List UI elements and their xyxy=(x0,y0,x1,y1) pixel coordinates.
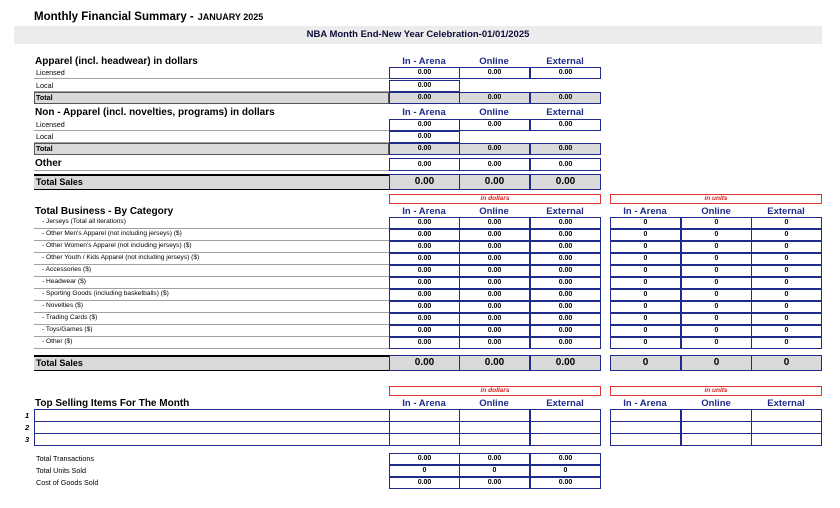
apparel-col-2: External xyxy=(546,56,584,67)
apparel-row-line xyxy=(34,78,389,79)
category-dollar-cell[interactable]: 0.00 xyxy=(389,229,460,241)
non-apparel-col-0: In - Arena xyxy=(402,107,446,118)
category-dollar-cell[interactable]: 0.00 xyxy=(459,301,530,313)
category-row-label: - Other ($) xyxy=(42,338,73,345)
category-dollar-cell[interactable]: 0.00 xyxy=(389,337,460,349)
category-unit-cell[interactable]: 0 xyxy=(751,325,822,337)
top-item-number: 3 xyxy=(25,435,30,444)
summary-value-cell[interactable]: 0.00 xyxy=(389,453,460,465)
category-dollar-cell[interactable]: 0.00 xyxy=(530,217,601,229)
category-heading: Total Business - By Category xyxy=(35,206,174,217)
non-apparel-heading: Non - Apparel (incl. novelties, programs) in dollars xyxy=(35,107,275,118)
category-unit-cell[interactable]: 0 xyxy=(610,277,681,289)
category-dollar-cell[interactable]: 0.00 xyxy=(459,325,530,337)
apparel-total-bar xyxy=(34,92,389,104)
apparel-col-1: Online xyxy=(479,56,509,67)
category-unit-cell[interactable]: 0 xyxy=(610,217,681,229)
top-dollars-col-2: External xyxy=(546,398,584,409)
category-dollar-cell[interactable]: 0.00 xyxy=(530,241,601,253)
category-dollar-cell[interactable]: 0.00 xyxy=(459,313,530,325)
non-apparel-col-1: Online xyxy=(479,107,509,118)
total-sales-cell[interactable]: 0.00 xyxy=(459,174,530,190)
top-item-unit-cell[interactable] xyxy=(751,433,822,446)
category-dollar-cell[interactable]: 0.00 xyxy=(530,229,601,241)
category-unit-cell[interactable]: 0 xyxy=(681,217,752,229)
category-unit-cell[interactable]: 0 xyxy=(751,217,822,229)
apparel-value-cell[interactable]: 0.00 xyxy=(459,67,530,79)
category-dollar-cell[interactable]: 0.00 xyxy=(459,265,530,277)
category-total-unit-cell[interactable]: 0 xyxy=(681,355,752,371)
category-row-label: - Jerseys (Total all iterations) xyxy=(42,218,126,225)
category-total-dollar-cell[interactable]: 0.00 xyxy=(459,355,530,371)
non-apparel-value-cell[interactable]: 0.00 xyxy=(530,119,601,131)
category-row-label: - Other Women's Apparel (not including jerseys) ($) xyxy=(42,242,192,249)
non-apparel-value-cell[interactable]: 0.00 xyxy=(389,119,460,131)
non-apparel-row-label: Total xyxy=(36,144,53,153)
top-item-dollar-cell[interactable] xyxy=(389,433,460,446)
category-dollar-cell[interactable]: 0.00 xyxy=(459,229,530,241)
category-dollar-cell[interactable]: 0.00 xyxy=(530,253,601,265)
apparel-row-label: Licensed xyxy=(36,68,65,77)
non-apparel-row-label: Local xyxy=(36,132,54,141)
summary-value-cell[interactable]: 0.00 xyxy=(459,453,530,465)
non-apparel-row-label: Licensed xyxy=(36,120,65,129)
category-row-line xyxy=(34,336,389,337)
category-row-label: - Headwear ($) xyxy=(42,278,86,285)
non-apparel-value-cell[interactable]: 0.00 xyxy=(459,143,530,155)
category-unit-cell[interactable]: 0 xyxy=(610,301,681,313)
category-dollar-cell[interactable]: 0.00 xyxy=(389,277,460,289)
page-title xyxy=(34,11,263,23)
non-apparel-col-2: External xyxy=(546,107,584,118)
summary-value-cell[interactable]: 0.00 xyxy=(389,477,460,489)
category-units-col-1: Online xyxy=(701,206,731,217)
top-item-name-cell[interactable] xyxy=(34,433,390,446)
in-units-label: in units xyxy=(610,194,822,204)
category-unit-cell[interactable]: 0 xyxy=(681,289,752,301)
category-dollar-cell[interactable]: 0.00 xyxy=(389,217,460,229)
non-apparel-value-cell[interactable]: 0.00 xyxy=(389,143,460,155)
category-unit-cell[interactable]: 0 xyxy=(681,241,752,253)
category-unit-cell[interactable]: 0 xyxy=(751,265,822,277)
summary-row-label: Total Transactions xyxy=(36,454,94,463)
total-sales-bar: Total Sales xyxy=(34,174,389,190)
top-item-dollar-cell[interactable] xyxy=(459,433,530,446)
category-dollar-cell[interactable]: 0.00 xyxy=(459,253,530,265)
non-apparel-value-cell[interactable]: 0.00 xyxy=(389,131,460,143)
report-month: JANUARY 2025 xyxy=(197,12,264,22)
top-item-number: 2 xyxy=(25,423,30,432)
category-unit-cell[interactable]: 0 xyxy=(681,277,752,289)
category-unit-cell[interactable]: 0 xyxy=(681,265,752,277)
category-unit-cell[interactable]: 0 xyxy=(610,229,681,241)
other-value-cell[interactable]: 0.00 xyxy=(530,158,601,171)
top-selling-heading: Top Selling Items For The Month xyxy=(35,398,190,409)
apparel-heading: Apparel (incl. headwear) in dollars xyxy=(35,56,198,67)
category-total-sales-bar: Total Sales xyxy=(34,355,389,371)
top-dollars-col-1: Online xyxy=(479,398,509,409)
event-title: NBA Month End-New Year Celebration-01/01/2025 xyxy=(306,29,530,40)
category-unit-cell[interactable]: 0 xyxy=(751,253,822,265)
category-dollar-cell[interactable]: 0.00 xyxy=(530,337,601,349)
category-row-line xyxy=(34,300,389,301)
category-row-line xyxy=(34,228,389,229)
category-dollar-cell[interactable]: 0.00 xyxy=(389,241,460,253)
category-dollar-cell[interactable]: 0.00 xyxy=(459,289,530,301)
category-row-line xyxy=(34,288,389,289)
apparel-value-cell[interactable]: 0.00 xyxy=(389,92,460,104)
apparel-value-cell[interactable]: 0.00 xyxy=(389,67,460,79)
category-unit-cell[interactable]: 0 xyxy=(681,325,752,337)
non-apparel-row-line xyxy=(34,130,389,131)
summary-value-cell[interactable]: 0.00 xyxy=(530,453,601,465)
top-item-unit-cell[interactable] xyxy=(610,433,681,446)
category-units-col-0: In - Arena xyxy=(623,206,667,217)
other-value-cell[interactable]: 0.00 xyxy=(459,158,530,171)
category-unit-cell[interactable]: 0 xyxy=(610,313,681,325)
category-row-label: - Novelties ($) xyxy=(42,302,84,309)
apparel-value-cell[interactable]: 0.00 xyxy=(459,92,530,104)
category-row-line xyxy=(34,240,389,241)
other-row-line xyxy=(34,170,389,171)
category-dollar-cell[interactable]: 0.00 xyxy=(389,313,460,325)
category-dollar-cell[interactable]: 0.00 xyxy=(459,217,530,229)
summary-value-cell[interactable]: 0 xyxy=(530,465,601,477)
apparel-value-cell[interactable]: 0.00 xyxy=(389,80,460,92)
category-unit-cell[interactable]: 0 xyxy=(610,265,681,277)
top-item-dollar-cell[interactable] xyxy=(530,433,601,446)
top-units-col-0: In - Arena xyxy=(623,398,667,409)
category-unit-cell[interactable]: 0 xyxy=(681,229,752,241)
top-dollars-col-0: In - Arena xyxy=(402,398,446,409)
category-unit-cell[interactable]: 0 xyxy=(751,313,822,325)
category-dollar-cell[interactable]: 0.00 xyxy=(530,301,601,313)
category-dollar-cell[interactable]: 0.00 xyxy=(459,277,530,289)
in-units-label-2: in units xyxy=(610,386,822,396)
category-row-line xyxy=(34,276,389,277)
top-units-col-2: External xyxy=(767,398,805,409)
category-unit-cell[interactable]: 0 xyxy=(610,253,681,265)
category-unit-cell[interactable]: 0 xyxy=(681,301,752,313)
category-row-line xyxy=(34,264,389,265)
category-unit-cell[interactable]: 0 xyxy=(751,241,822,253)
category-unit-cell[interactable]: 0 xyxy=(610,289,681,301)
category-dollars-col-2: External xyxy=(546,206,584,217)
summary-row-label: Cost of Goods Sold xyxy=(36,478,99,487)
top-item-number: 1 xyxy=(25,411,30,420)
summary-value-cell[interactable]: 0.00 xyxy=(530,477,601,489)
non-apparel-value-cell[interactable]: 0.00 xyxy=(459,119,530,131)
apparel-value-cell[interactable]: 0.00 xyxy=(530,92,601,104)
category-total-dollar-cell[interactable]: 0.00 xyxy=(530,355,601,371)
category-dollar-cell[interactable]: 0.00 xyxy=(530,277,601,289)
category-unit-cell[interactable]: 0 xyxy=(681,313,752,325)
category-dollar-cell[interactable]: 0.00 xyxy=(389,289,460,301)
in-dollars-label: in dollars xyxy=(389,194,601,204)
category-dollar-cell[interactable]: 0.00 xyxy=(530,265,601,277)
apparel-col-0: In - Arena xyxy=(402,56,446,67)
summary-value-cell[interactable]: 0 xyxy=(389,465,460,477)
category-dollar-cell[interactable]: 0.00 xyxy=(389,253,460,265)
category-units-col-2: External xyxy=(767,206,805,217)
top-units-col-1: Online xyxy=(701,398,731,409)
category-dollar-cell[interactable]: 0.00 xyxy=(530,313,601,325)
category-row-line xyxy=(34,312,389,313)
category-total-unit-cell[interactable]: 0 xyxy=(610,355,681,371)
summary-value-cell[interactable]: 0 xyxy=(459,465,530,477)
other-value-cell[interactable]: 0.00 xyxy=(389,158,460,171)
category-row-line xyxy=(34,348,389,349)
category-row-line xyxy=(34,252,389,253)
apparel-value-cell[interactable]: 0.00 xyxy=(530,67,601,79)
total-sales-cell[interactable]: 0.00 xyxy=(389,174,460,190)
category-unit-cell[interactable]: 0 xyxy=(681,337,752,349)
category-dollar-cell[interactable]: 0.00 xyxy=(459,241,530,253)
apparel-row-label: Local xyxy=(36,81,54,90)
category-unit-cell[interactable]: 0 xyxy=(610,325,681,337)
category-unit-cell[interactable]: 0 xyxy=(610,337,681,349)
category-row-label: - Other Youth / Kids Apparel (not including jerseys) ($) xyxy=(42,254,200,261)
in-dollars-label-2: in dollars xyxy=(389,386,601,396)
category-dollars-col-1: Online xyxy=(479,206,509,217)
category-unit-cell[interactable]: 0 xyxy=(610,241,681,253)
category-unit-cell[interactable]: 0 xyxy=(751,229,822,241)
category-dollars-col-0: In - Arena xyxy=(402,206,446,217)
category-row-label: - Sporting Goods (including basketballs) ($) xyxy=(42,290,169,297)
other-label: Other xyxy=(35,158,62,169)
category-dollar-cell[interactable]: 0.00 xyxy=(389,325,460,337)
category-dollar-cell[interactable]: 0.00 xyxy=(530,289,601,301)
category-unit-cell[interactable]: 0 xyxy=(751,337,822,349)
category-row-label: - Toys/Games ($) xyxy=(42,326,93,333)
category-dollar-cell[interactable]: 0.00 xyxy=(389,265,460,277)
summary-row-label: Total Units Sold xyxy=(36,466,86,475)
category-row-label: - Trading Cards ($) xyxy=(42,314,98,321)
category-unit-cell[interactable]: 0 xyxy=(751,277,822,289)
category-total-unit-cell[interactable]: 0 xyxy=(751,355,822,371)
report-title: Monthly Financial Summary - xyxy=(34,11,194,23)
apparel-row-label: Total xyxy=(36,93,53,102)
category-unit-cell[interactable]: 0 xyxy=(681,253,752,265)
category-dollar-cell[interactable]: 0.00 xyxy=(459,337,530,349)
non-apparel-value-cell[interactable]: 0.00 xyxy=(530,143,601,155)
top-item-unit-cell[interactable] xyxy=(681,433,752,446)
category-dollar-cell[interactable]: 0.00 xyxy=(389,301,460,313)
category-row-label: - Other Men's Apparel (not including jerseys) ($) xyxy=(42,230,182,237)
category-unit-cell[interactable]: 0 xyxy=(751,289,822,301)
category-dollar-cell[interactable]: 0.00 xyxy=(530,325,601,337)
total-sales-cell[interactable]: 0.00 xyxy=(530,174,601,190)
category-row-label: - Accessories ($) xyxy=(42,266,92,273)
category-unit-cell[interactable]: 0 xyxy=(751,301,822,313)
category-total-dollar-cell[interactable]: 0.00 xyxy=(389,355,460,371)
non-apparel-total-bar xyxy=(34,143,389,155)
summary-value-cell[interactable]: 0.00 xyxy=(459,477,530,489)
category-row-line xyxy=(34,324,389,325)
